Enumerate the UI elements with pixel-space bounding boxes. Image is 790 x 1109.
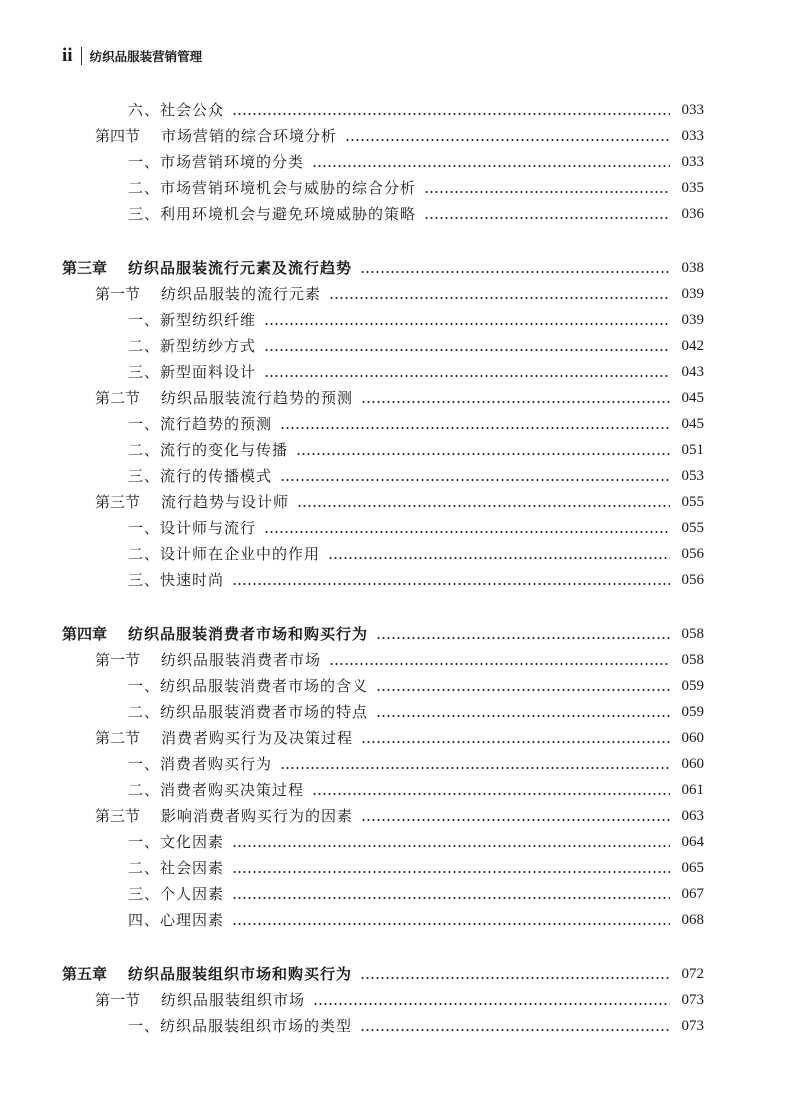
entry-title: 二、设计师在企业中的作用: [128, 545, 321, 563]
entry-title: 纺织品服装流行趋势的预测: [161, 389, 354, 407]
dot-leader: [264, 333, 670, 359]
entry-page-number: 072: [681, 966, 704, 982]
entry-label: [95, 987, 305, 1013]
entry-label: [128, 855, 224, 881]
entry-title: 纺织品服装消费者市场: [161, 651, 322, 669]
entry-page-number: 055: [681, 520, 704, 536]
entry-page-number: 033: [681, 102, 704, 118]
entry-number: 第三章: [62, 259, 108, 277]
toc-chapter[interactable]: [62, 961, 704, 987]
entry-title: 纺织品服装流行元素及流行趋势: [128, 259, 353, 277]
entry-title: 一、纺织品服装组织市场的类型: [128, 1017, 353, 1035]
entry-label: [95, 123, 337, 149]
dot-leader: [329, 281, 670, 307]
dot-leader: [232, 97, 670, 123]
entry-label: [62, 255, 352, 281]
entry-title: 一、新型纺织纤维: [128, 311, 257, 329]
entry-label: [128, 673, 368, 699]
entry-label: [128, 567, 224, 593]
toc-section[interactable]: [62, 647, 704, 673]
dot-leader: [232, 567, 670, 593]
entry-title: 二、纺织品服装消费者市场的特点: [128, 703, 369, 721]
entry-title: 纺织品服装的流行元素: [161, 285, 322, 303]
dot-leader: [360, 255, 670, 281]
table-of-contents: [62, 97, 704, 1039]
toc-item[interactable]: [62, 881, 704, 907]
toc-item[interactable]: [62, 175, 704, 201]
toc-item[interactable]: [62, 751, 704, 777]
entry-label: [95, 725, 353, 751]
dot-leader: [376, 673, 670, 699]
entry-title: 三、个人因素: [128, 885, 225, 903]
dot-leader: [280, 751, 670, 777]
entry-label: [128, 1013, 352, 1039]
toc-item[interactable]: [62, 307, 704, 333]
entry-label: [128, 437, 288, 463]
entry-title: 三、利用环境机会与避免环境威胁的策略: [128, 205, 417, 223]
dot-leader: [232, 829, 670, 855]
entry-title: 纺织品服装组织市场和购买行为: [128, 965, 353, 983]
dot-leader: [361, 725, 670, 751]
entry-page-number: 051: [681, 442, 704, 458]
entry-label: [128, 175, 416, 201]
toc-item[interactable]: [62, 855, 704, 881]
toc-section[interactable]: [62, 489, 704, 515]
entry-number: 第三节: [95, 493, 141, 511]
entry-title: 消费者购买行为及决策过程: [161, 729, 354, 747]
dot-leader: [424, 175, 670, 201]
entry-label: [128, 97, 224, 123]
toc-item[interactable]: [62, 333, 704, 359]
entry-title: 一、市场营销环境的分类: [128, 153, 305, 171]
entry-number: 第一节: [95, 285, 141, 303]
dot-leader: [297, 489, 670, 515]
entry-page-number: 063: [681, 808, 704, 824]
entry-label: [128, 541, 320, 567]
entry-title: 二、社会因素: [128, 859, 225, 877]
toc-item[interactable]: [62, 359, 704, 385]
entry-page-number: 059: [681, 704, 704, 720]
entry-page-number: 056: [681, 546, 704, 562]
page-number: ii: [62, 45, 73, 66]
entry-title: 一、设计师与流行: [128, 519, 257, 537]
entry-title: 纺织品服装消费者市场和购买行为: [128, 625, 369, 643]
entry-label: [128, 699, 368, 725]
entry-label: [128, 149, 304, 175]
entry-page-number: 043: [681, 364, 704, 380]
entry-page-number: 064: [681, 834, 704, 850]
entry-label: [128, 907, 224, 933]
toc-section[interactable]: [62, 281, 704, 307]
entry-title: 影响消费者购买行为的因素: [161, 807, 354, 825]
entry-page-number: 039: [681, 286, 704, 302]
toc-item[interactable]: [62, 149, 704, 175]
entry-page-number: 056: [681, 572, 704, 588]
dot-leader: [280, 463, 670, 489]
dot-leader: [361, 385, 670, 411]
entry-page-number: 035: [681, 180, 704, 196]
toc-item[interactable]: [62, 567, 704, 593]
toc-item[interactable]: [62, 907, 704, 933]
toc-item[interactable]: [62, 437, 704, 463]
entry-label: [128, 411, 272, 437]
entry-page-number: 059: [681, 678, 704, 694]
entry-page-number: 038: [681, 260, 704, 276]
entry-page-number: 053: [681, 468, 704, 484]
entry-page-number: 036: [681, 206, 704, 222]
dot-leader: [328, 541, 670, 567]
dot-leader: [312, 777, 670, 803]
entry-page-number: 033: [681, 128, 704, 144]
entry-page-number: 039: [681, 312, 704, 328]
dot-leader: [280, 411, 670, 437]
entry-page-number: 055: [681, 494, 704, 510]
dot-leader: [360, 1013, 670, 1039]
toc-section[interactable]: [62, 803, 704, 829]
header-divider: [81, 47, 82, 65]
entry-page-number: 058: [681, 626, 704, 642]
entry-title: 三、新型面料设计: [128, 363, 257, 381]
entry-label: [128, 881, 224, 907]
entry-title: 一、纺织品服装消费者市场的含义: [128, 677, 369, 695]
entry-label: [128, 359, 256, 385]
toc-item[interactable]: [62, 515, 704, 541]
toc-item[interactable]: [62, 777, 704, 803]
entry-number: 第四节: [95, 127, 141, 145]
entry-label: [128, 307, 256, 333]
dot-leader: [264, 307, 670, 333]
toc-item[interactable]: [62, 411, 704, 437]
entry-page-number: 065: [681, 860, 704, 876]
entry-page-number: 068: [681, 912, 704, 928]
toc-chapter[interactable]: [62, 621, 704, 647]
entry-title: 二、新型纺纱方式: [128, 337, 257, 355]
dot-leader: [232, 881, 670, 907]
entry-page-number: 061: [681, 782, 704, 798]
entry-page-number: 058: [681, 652, 704, 668]
toc-item[interactable]: [62, 541, 704, 567]
toc-section[interactable]: [62, 385, 704, 411]
entry-label: [62, 961, 352, 987]
toc-item[interactable]: [62, 829, 704, 855]
entry-title: 纺织品服装组织市场: [161, 991, 306, 1009]
entry-number: 第一节: [95, 991, 141, 1009]
entry-page-number: 042: [681, 338, 704, 354]
entry-label: [95, 385, 353, 411]
entry-label: [128, 777, 304, 803]
entry-label: [128, 751, 272, 777]
entry-page-number: 033: [681, 154, 704, 170]
entry-label: [128, 829, 224, 855]
entry-page-number: 067: [681, 886, 704, 902]
dot-leader: [361, 803, 670, 829]
entry-page-number: 060: [681, 756, 704, 772]
dot-leader: [345, 123, 670, 149]
dot-leader: [232, 907, 670, 933]
toc-item[interactable]: [62, 673, 704, 699]
toc-item[interactable]: [62, 97, 704, 123]
dot-leader: [312, 149, 670, 175]
entry-page-number: 045: [681, 390, 704, 406]
dot-leader: [313, 987, 670, 1013]
entry-label: [128, 201, 416, 227]
entry-label: [95, 647, 321, 673]
entry-number: 第四章: [62, 625, 108, 643]
entry-title: 三、流行的传播模式: [128, 467, 273, 485]
entry-label: [128, 333, 256, 359]
dot-leader: [424, 201, 670, 227]
entry-page-number: 045: [681, 416, 704, 432]
entry-label: [95, 281, 321, 307]
book-title: 纺织品服装营销管理: [89, 49, 203, 64]
entry-label: [95, 489, 289, 515]
toc-chapter[interactable]: [62, 255, 704, 281]
entry-title: 市场营销的综合环境分析: [161, 127, 338, 145]
toc-item[interactable]: [62, 463, 704, 489]
toc-section[interactable]: [62, 987, 704, 1013]
entry-title: 流行趋势与设计师: [161, 493, 290, 511]
entry-page-number: 073: [681, 992, 704, 1008]
entry-page-number: 060: [681, 730, 704, 746]
running-header: [62, 46, 202, 66]
toc-section[interactable]: [62, 725, 704, 751]
dot-leader: [264, 515, 670, 541]
toc-item[interactable]: [62, 1013, 704, 1039]
entry-title: 二、流行的变化与传播: [128, 441, 289, 459]
dot-leader: [376, 699, 670, 725]
toc-item[interactable]: [62, 699, 704, 725]
entry-title: 一、流行趋势的预测: [128, 415, 273, 433]
entry-label: [128, 463, 272, 489]
entry-page-number: 073: [681, 1018, 704, 1034]
entry-title: 一、文化因素: [128, 833, 225, 851]
toc-section[interactable]: [62, 123, 704, 149]
dot-leader: [376, 621, 670, 647]
toc-item[interactable]: [62, 201, 704, 227]
entry-number: 第三节: [95, 807, 141, 825]
entry-number: 第五章: [62, 965, 108, 983]
entry-number: 第二节: [95, 389, 141, 407]
entry-title: 二、消费者购买决策过程: [128, 781, 305, 799]
entry-title: 三、快速时尚: [128, 571, 225, 589]
entry-label: [95, 803, 353, 829]
entry-title: 六、社会公众: [128, 101, 225, 119]
dot-leader: [360, 961, 670, 987]
dot-leader: [264, 359, 670, 385]
entry-title: 一、消费者购买行为: [128, 755, 273, 773]
entry-title: 二、市场营销环境机会与威胁的综合分析: [128, 179, 417, 197]
dot-leader: [296, 437, 670, 463]
entry-label: [62, 621, 368, 647]
entry-number: 第一节: [95, 651, 141, 669]
dot-leader: [329, 647, 670, 673]
entry-number: 第二节: [95, 729, 141, 747]
dot-leader: [232, 855, 670, 881]
entry-label: [128, 515, 256, 541]
entry-title: 四、心理因素: [128, 911, 225, 929]
